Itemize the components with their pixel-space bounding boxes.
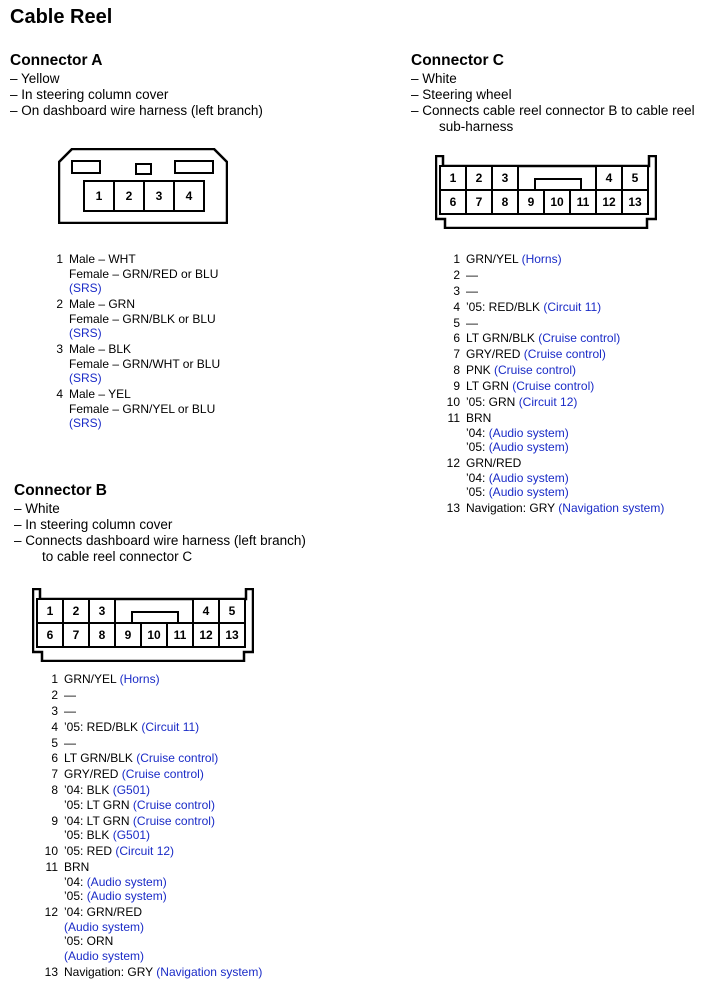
wire-description: ’04: LT GRN	[64, 813, 133, 828]
wire-description: Female – GRN/YEL or BLU	[69, 401, 216, 416]
connector-b-pin-line	[64, 905, 144, 920]
wire-description: ’04:	[466, 425, 489, 440]
connector-a-pin-line	[69, 267, 218, 282]
wire-description: Navigation: GRY	[466, 501, 559, 516]
connector-b-pin-line	[64, 844, 174, 859]
wire-description: Male – YEL	[69, 387, 131, 402]
connector-c-pin-item	[442, 268, 664, 283]
connector-c-pin-number: 7	[453, 347, 460, 362]
connector-c-pin-line	[466, 379, 594, 394]
connector-c-pin-number: 11	[447, 410, 460, 425]
circuit-reference-link[interactable]: (Cruise control)	[523, 347, 606, 362]
page-title: Cable Reel	[10, 6, 113, 28]
connector-a-pin-number: 3	[56, 342, 63, 357]
connector-c-pin-item	[442, 456, 664, 500]
connector-c-pin-line	[466, 347, 606, 362]
wire-description: GRN/YEL	[466, 252, 522, 266]
circuit-reference-link[interactable]: (Navigation system)	[156, 964, 263, 979]
connector-b-pin-line	[64, 783, 215, 798]
wire-description: —	[466, 267, 478, 282]
connector-a-pin-line	[69, 357, 220, 372]
connector-c-title: Connector C	[411, 52, 504, 69]
circuit-reference-link[interactable]: (Circuit 11)	[141, 719, 200, 734]
connector-b-pin-number: 5	[51, 735, 58, 750]
connector-b-pin-number: 8	[51, 783, 58, 798]
connector-b-desc-line: – Connects dashboard wire harness (left branch)	[14, 533, 306, 548]
wire-description: BRN	[466, 410, 492, 425]
connector-b-header	[14, 481, 306, 565]
connector-a-pin-number: 3	[155, 189, 163, 203]
connector-a-pin-number: 4	[185, 189, 193, 203]
wire-description: ’05:	[64, 889, 87, 904]
connector-b-pin-number: 6	[46, 628, 54, 642]
circuit-reference-link[interactable]: (SRS)	[69, 371, 102, 386]
connector-c-pin-number: 13	[446, 501, 460, 516]
connector-c-pin-number: 7	[475, 195, 483, 209]
connector-c-pin-number: 9	[453, 379, 460, 394]
connector-c-pin-number: 5	[453, 315, 460, 330]
connector-b-pin-item	[40, 965, 262, 980]
wire-description: ’05: ORN	[64, 934, 114, 949]
connector-a-pin-number: 2	[56, 297, 63, 312]
connector-c-diagram	[435, 155, 657, 229]
connector-c-pin-item	[442, 347, 664, 362]
connector-a-diagram	[58, 148, 228, 224]
wire-description: ’04: GRN/RED	[64, 905, 143, 920]
wire-description: LT GRN/BLK	[64, 751, 137, 766]
connector-a-pin-list	[45, 252, 220, 432]
connector-c-pin-line	[466, 268, 478, 283]
wire-description: Female – GRN/WHT or BLU	[69, 356, 221, 371]
wire-description: GRN/RED	[466, 455, 522, 470]
connector-c-desc-line: – White	[411, 71, 457, 86]
connector-c-pin-line	[466, 426, 569, 441]
connector-c-pin-item	[442, 316, 664, 331]
connector-c-pin-number: 3	[501, 171, 509, 185]
connector-c-pin-line	[466, 252, 562, 267]
connector-c-header	[411, 51, 695, 135]
wire-description: ’05:	[466, 485, 489, 500]
connector-c-pin-number: 3	[453, 283, 460, 298]
circuit-reference-link[interactable]: (Circuit 12)	[115, 844, 175, 859]
wire-description: ’05: RED	[64, 844, 116, 859]
connector-c-pin-line	[466, 456, 569, 471]
wire-description: ’05: LT GRN	[64, 797, 133, 812]
connector-a-desc-line: – On dashboard wire harness (left branch)	[10, 103, 263, 118]
circuit-reference-link[interactable]: (Audio system)	[488, 425, 569, 440]
connector-c-pin-number: 2	[475, 171, 483, 185]
connector-b-pin-item	[40, 672, 262, 687]
connector-c-pin-number: 1	[453, 252, 460, 266]
connector-b-pin-number: 8	[98, 628, 106, 642]
connector-c-pin-number: 6	[453, 331, 460, 346]
connector-c-pin-item	[442, 379, 664, 394]
connector-b-pin-line	[64, 688, 76, 703]
connector-c-pin-line	[466, 485, 569, 500]
connector-b-pin-line	[64, 798, 215, 813]
circuit-reference-link[interactable]: (G501)	[112, 828, 151, 843]
connector-b-pin-item	[40, 736, 262, 751]
connector-a-pin-line	[69, 371, 220, 386]
wire-description: GRY/RED	[466, 347, 524, 362]
connector-a-pin-line	[69, 281, 218, 296]
connector-b-pin-line	[64, 814, 215, 829]
connector-b-pin-number: 7	[72, 628, 80, 642]
connector-a-pin-line	[69, 297, 216, 312]
connector-a-pin-number: 4	[56, 387, 63, 402]
connector-b-desc-line: – In steering column cover	[14, 517, 173, 532]
circuit-reference-link[interactable]: (Audio system)	[488, 485, 569, 500]
connector-b-pin-line	[64, 860, 167, 875]
connector-b-desc-line: – White	[14, 501, 60, 516]
wire-description: GRN/YEL	[64, 672, 120, 686]
connector-c-pin-line	[466, 411, 569, 426]
connector-c-key-tab	[535, 179, 581, 190]
connector-b-pin-number: 12	[44, 905, 58, 920]
connector-b-pin-line	[64, 875, 167, 890]
circuit-reference-link[interactable]: (Cruise control)	[512, 379, 595, 394]
circuit-reference-link[interactable]: (Cruise control)	[121, 767, 204, 782]
connector-c-pin-line	[466, 331, 620, 346]
connector-c-pin-number: 6	[449, 195, 457, 209]
connector-c-desc-line: – Connects cable reel connector B to cable reel	[411, 103, 695, 118]
circuit-reference-link[interactable]: (SRS)	[69, 416, 102, 431]
connector-c-pin-number: 13	[628, 195, 642, 209]
connector-c-pin-number: 12	[602, 195, 616, 209]
connector-c-description	[411, 71, 695, 135]
connector-b-pin-item	[40, 783, 262, 812]
connector-c-pin-number: 4	[453, 299, 460, 314]
connector-c-pin-number: 9	[527, 195, 535, 209]
connector-c-pin-number: 4	[605, 171, 613, 185]
circuit-reference-link[interactable]: (Circuit 12)	[518, 395, 578, 410]
connector-a-pin-number: 1	[95, 189, 103, 203]
connector-b-pin-number: 10	[44, 844, 58, 859]
circuit-reference-link[interactable]: (Audio system)	[64, 919, 145, 934]
connector-c-pin-line	[466, 501, 664, 516]
connector-b-pin-number: 13	[225, 628, 239, 642]
connector-a-pin-line	[69, 416, 215, 431]
connector-b-pin-line	[64, 920, 144, 935]
wire-description: Navigation: GRY	[64, 964, 157, 979]
wire-description: GRY/RED	[64, 767, 122, 782]
connector-c-pin-line	[466, 395, 577, 410]
connector-b-pin-number: 2	[72, 604, 80, 618]
wire-description: ’04: BLK	[64, 783, 113, 798]
connector-a-pin-number: 2	[125, 189, 133, 203]
circuit-reference-link[interactable]: (Cruise control)	[494, 363, 577, 378]
connector-c-pin-number: 10	[550, 195, 564, 209]
circuit-reference-link[interactable]: (Cruise control)	[132, 813, 215, 828]
connector-c-pin-item	[442, 411, 664, 455]
circuit-reference-link[interactable]: (Circuit 11)	[543, 299, 602, 314]
connector-c-pin-line	[466, 316, 478, 331]
wire-description: PNK	[466, 363, 495, 378]
connector-a-pin-line	[69, 387, 215, 402]
wire-description: BRN	[64, 860, 90, 875]
connector-c-pin-line	[466, 284, 478, 299]
connector-a-pin-line	[69, 326, 216, 341]
wire-description: Male – WHT	[69, 252, 136, 266]
connector-b-pin-item	[40, 720, 262, 735]
connector-b-pin-line	[64, 889, 167, 904]
connector-b-pin-number: 12	[199, 628, 213, 642]
connector-c-pin-number: 11	[576, 195, 590, 209]
wire-description: ’05: BLK	[64, 828, 113, 843]
connector-b-pin-number: 9	[51, 813, 58, 828]
connector-b-pin-number: 10	[147, 628, 161, 642]
connector-c-pin-line	[466, 300, 601, 315]
connector-c-pin-number: 1	[449, 171, 457, 185]
wire-description: —	[466, 283, 478, 298]
connector-b-pin-item	[40, 905, 262, 963]
connector-b-pin-item	[40, 844, 262, 859]
connector-b-pin-number: 5	[228, 604, 236, 618]
connector-b-pin-line	[64, 767, 204, 782]
connector-c-pin-number: 2	[453, 267, 460, 282]
wire-description: ’05:	[466, 440, 489, 455]
connector-b-pin-item	[40, 767, 262, 782]
circuit-reference-link[interactable]: (Navigation system)	[558, 501, 665, 516]
wire-description: ’05: RED/BLK	[64, 719, 142, 734]
wire-description: ’05: RED/BLK	[466, 299, 544, 314]
connector-a-pin-line	[69, 312, 216, 327]
connector-c-pin-line	[466, 471, 569, 486]
connector-b-pin-number: 11	[45, 860, 58, 875]
connector-c-pin-number: 12	[446, 455, 460, 470]
wire-description: —	[466, 315, 478, 330]
connector-b-pin-item	[40, 704, 262, 719]
connector-a-desc-line: – In steering column cover	[10, 87, 169, 102]
connector-a-pin-item	[45, 252, 220, 296]
connector-b-pin-number: 9	[124, 628, 132, 642]
connector-a-pin-item	[45, 297, 220, 341]
circuit-reference-link[interactable]: (Audio system)	[64, 948, 145, 963]
connector-b-pin-list	[40, 672, 262, 981]
connector-a-header	[10, 51, 263, 119]
connector-a-title: Connector A	[10, 52, 103, 69]
connector-b-pin-line	[64, 704, 76, 719]
circuit-reference-link[interactable]: (Cruise control)	[538, 331, 621, 346]
connector-b-pin-number: 1	[46, 604, 54, 618]
connector-c-pin-line	[466, 440, 569, 455]
wire-description: Female – GRN/BLK or BLU	[69, 311, 216, 326]
connector-c-pin-item	[442, 363, 664, 378]
connector-a-pin-item	[45, 342, 220, 386]
circuit-reference-link[interactable]: (Audio system)	[86, 889, 167, 904]
connector-b-pin-item	[40, 860, 262, 904]
connector-b-pin-number: 3	[51, 703, 58, 718]
connector-b-pin-number: 4	[51, 719, 58, 734]
wire-description: LT GRN	[466, 379, 513, 394]
connector-b-pin-line	[64, 949, 144, 964]
connector-b-pin-number: 7	[51, 767, 58, 782]
connector-c-pin-item	[442, 300, 664, 315]
circuit-reference-link[interactable]: (SRS)	[69, 281, 102, 296]
connector-c-pin-line	[466, 363, 576, 378]
connector-b-desc-continuation: to cable reel connector C	[42, 549, 193, 564]
wire-description: —	[64, 703, 76, 718]
connector-b-pin-number: 3	[98, 604, 106, 618]
connector-c-pin-item	[442, 331, 664, 346]
wire-description: ’05: GRN	[466, 395, 519, 410]
connector-c-pin-item	[442, 284, 664, 299]
connector-a-pin-line	[69, 252, 218, 267]
connector-b-pin-number: 11	[173, 628, 187, 642]
wire-description: Female – GRN/RED or BLU	[69, 266, 219, 281]
connector-b-pin-number: 6	[51, 751, 58, 766]
wire-description: ’04:	[466, 470, 489, 485]
connector-a-pin-number: 1	[56, 252, 63, 266]
connector-c-pin-number: 10	[446, 395, 460, 410]
connector-b-description	[14, 501, 306, 565]
circuit-reference-link[interactable]: (Cruise control)	[132, 797, 215, 812]
connector-c-desc-continuation: sub-harness	[439, 119, 514, 134]
wire-description: —	[64, 687, 76, 702]
connector-c-pin-number: 8	[453, 363, 460, 378]
wire-description: Male – BLK	[69, 342, 132, 357]
connector-b-pin-line	[64, 751, 218, 766]
connector-b-pin-line	[64, 672, 160, 687]
circuit-reference-link[interactable]: (G501)	[112, 783, 151, 798]
connector-b-pin-line	[64, 736, 76, 751]
connector-b-pin-line	[64, 965, 262, 980]
connector-c-pin-item	[442, 501, 664, 516]
connector-b-key-tab	[132, 612, 178, 623]
connector-c-pin-item	[442, 395, 664, 410]
connector-c-pin-number: 5	[631, 171, 639, 185]
connector-b-pin-item	[40, 751, 262, 766]
circuit-reference-link[interactable]: (Audio system)	[488, 470, 569, 485]
connector-a-desc-line: – Yellow	[10, 71, 60, 86]
connector-c-pin-number: 8	[501, 195, 509, 209]
circuit-reference-link[interactable]: (Audio system)	[488, 440, 569, 455]
connector-c-pin-item	[442, 252, 664, 267]
connector-b-pin-item	[40, 814, 262, 843]
connector-b-pin-number: 1	[51, 672, 58, 686]
circuit-reference-link[interactable]: (Audio system)	[86, 874, 167, 889]
connector-c-pin-list	[442, 252, 664, 517]
circuit-reference-link[interactable]: (SRS)	[69, 326, 102, 341]
connector-b-pin-line	[64, 828, 215, 843]
wire-description: ’04:	[64, 874, 87, 889]
wire-description: —	[64, 735, 76, 750]
connector-b-pin-line	[64, 934, 144, 949]
connector-a-pin-item	[45, 387, 220, 431]
connector-c-desc-line: – Steering wheel	[411, 87, 512, 102]
connector-a-pin-line	[69, 402, 215, 417]
connector-b-pin-number: 4	[202, 604, 210, 618]
circuit-reference-link[interactable]: (Horns)	[119, 672, 160, 686]
connector-b-title: Connector B	[14, 482, 107, 499]
connector-b-diagram	[32, 588, 254, 662]
connector-b-pin-number: 13	[44, 964, 58, 979]
connector-b-pin-line	[64, 720, 199, 735]
connector-b-pin-item	[40, 688, 262, 703]
wire-description: Male – GRN	[69, 297, 136, 312]
connector-a-description	[10, 71, 263, 119]
connector-b-pin-number: 2	[51, 687, 58, 702]
connector-a-pin-line	[69, 342, 220, 357]
wire-description: LT GRN/BLK	[466, 331, 539, 346]
circuit-reference-link[interactable]: (Horns)	[521, 252, 562, 266]
circuit-reference-link[interactable]: (Cruise control)	[136, 751, 219, 766]
